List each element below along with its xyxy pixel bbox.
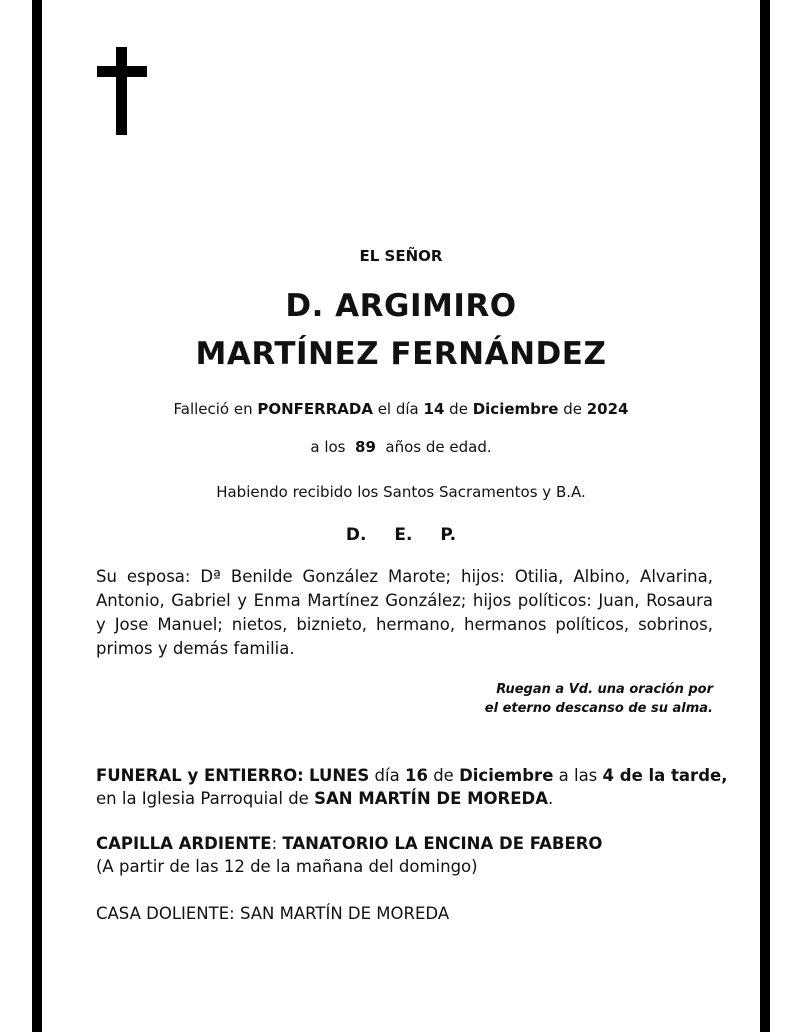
capilla-label: CAPILLA ARDIENTE (96, 834, 272, 853)
sacraments-text: Habiendo recibido los Santos Sacramentos y B.A. (216, 483, 586, 501)
family-text: Su esposa: Dª Benilde González Marote; hijos: Otilia, Albino, Alvarina, Antonio, Gabriel y Enma Martínez González; hijos políticos: Juan, Rosaura y Jose Manuel; nietos, biznieto, hermano, hermanos políticos, sobrinos, primos y demás familia. (96, 567, 713, 658)
capilla-note: (A partir de las 12 de la mañana del domingo) (96, 857, 478, 876)
deceased-name-line2: MARTÍNEZ FERNÁNDEZ (195, 336, 607, 372)
casa-info: CASA DOLIENTE: SAN MARTÍN DE MOREDA (96, 904, 450, 923)
left-border (32, 0, 42, 1032)
age-info: a los 89 años de edad. (310, 438, 492, 456)
death-year: 2024 (586, 400, 629, 418)
prayer-line2: el eterno descanso de su alma. (484, 701, 713, 716)
capilla-info: CAPILLA ARDIENTE: TANATORIO LA ENCINA DE FABERO (A partir de las 12 de la mañana del domingo) (96, 832, 736, 878)
age-years: 89 (355, 438, 376, 456)
dep-text: D. E. P. (345, 525, 457, 545)
deceased-name-line1: D. ARGIMIRO (285, 288, 517, 324)
prayer-line1: Ruegan a Vd. una oración por (496, 682, 713, 697)
capilla-place: TANATORIO LA ENCINA DE FABERO (282, 834, 603, 853)
prayer-text (400, 680, 713, 718)
title-label: EL SEÑOR (359, 247, 443, 265)
funeral-weekday: LUNES (309, 766, 370, 785)
casa-label: CASA DOLIENTE (96, 904, 230, 923)
funeral-time: 4 de la tarde, (602, 766, 728, 785)
death-day: 14 (423, 400, 445, 418)
cross-icon (97, 47, 147, 135)
right-border (760, 0, 770, 1032)
funeral-label: FUNERAL y ENTIERRO: (96, 766, 304, 785)
funeral-month: Diciembre (459, 766, 554, 785)
funeral-day: 16 (404, 766, 428, 785)
death-month: Diciembre (472, 400, 559, 418)
death-info: Falleció en PONFERRADA el día 14 de Diciembre de 2024 (173, 400, 629, 418)
death-place: PONFERRADA (257, 400, 373, 418)
funeral-info: FUNERAL y ENTIERRO: LUNES día 16 de Diciembre a las 4 de la tarde, en la Iglesia Parroquial de SAN MARTÍN DE MOREDA. (96, 766, 728, 808)
church-name: SAN MARTÍN DE MOREDA (314, 789, 548, 808)
